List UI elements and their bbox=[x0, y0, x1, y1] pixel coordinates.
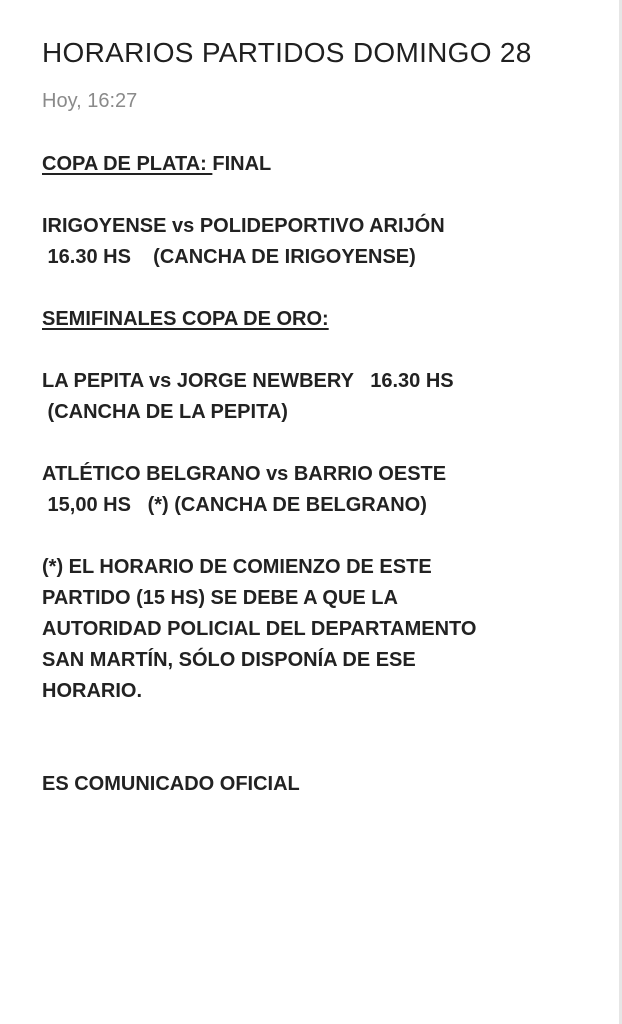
note-line: (*) EL HORARIO DE COMIENZO DE ESTE bbox=[42, 556, 432, 578]
post-title: HORARIOS PARTIDOS DOMINGO 28 bbox=[42, 37, 532, 68]
post-timestamp: Hoy, 16:27 bbox=[42, 90, 138, 112]
note-line: HORARIO. bbox=[42, 680, 142, 702]
copa-plata-final: FINAL bbox=[212, 153, 272, 175]
copa-oro-heading: SEMIFINALES COPA DE ORO: bbox=[42, 308, 329, 330]
match2-line1: LA PEPITA vs JORGE NEWBERY 16.30 HS bbox=[42, 370, 454, 392]
copa-plata-line bbox=[42, 149, 602, 180]
match1-teams: IRIGOYENSE vs POLIDEPORTIVO ARIJÓN bbox=[42, 215, 445, 237]
match2-line2: (CANCHA DE LA PEPITA) bbox=[42, 401, 288, 423]
match3-teams: ATLÉTICO BELGRANO vs BARRIO OESTE bbox=[42, 463, 447, 485]
note-line: SAN MARTÍN, SÓLO DISPONÍA DE ESE bbox=[42, 649, 416, 671]
post-body bbox=[42, 149, 602, 800]
note-line: PARTIDO (15 HS) SE DEBE A QUE LA bbox=[42, 587, 398, 609]
copa-plata-heading: COPA DE PLATA: bbox=[42, 153, 213, 175]
official-notice: ES COMUNICADO OFICIAL bbox=[42, 773, 300, 795]
note-line: AUTORIDAD POLICIAL DEL DEPARTAMENTO bbox=[42, 618, 477, 640]
match3-details: 15,00 HS (*) (CANCHA DE BELGRANO) bbox=[42, 494, 427, 516]
announcement-post bbox=[42, 34, 602, 800]
match1-details: 16.30 HS (CANCHA DE IRIGOYENSE) bbox=[42, 246, 416, 268]
